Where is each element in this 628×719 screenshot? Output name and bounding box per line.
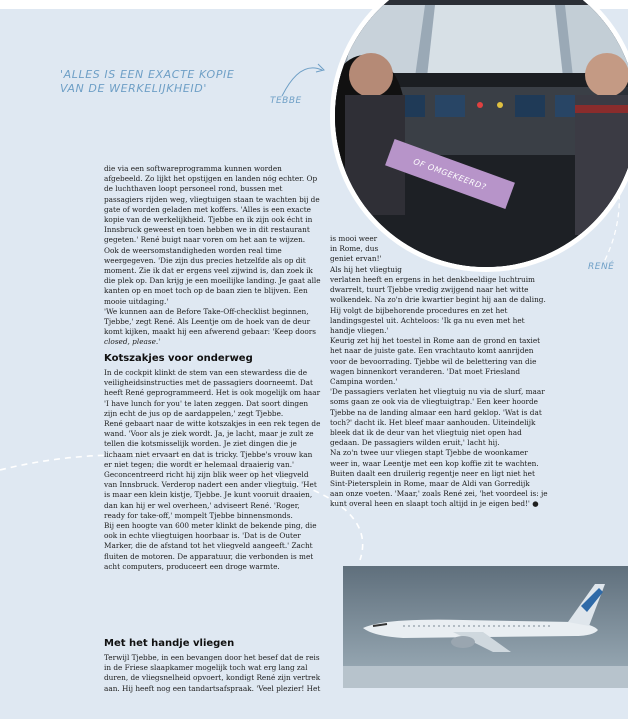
text-line: komt kijken, maakt hij een afwerend gebaar: 'Keep doors (104, 327, 316, 337)
text-line: die via een softwareprogramma kunnen worden (104, 164, 282, 173)
airplane-illustration (343, 566, 628, 688)
text-line: ready for take-off,' mompelt Tjebbe binnensmonds. (104, 510, 293, 520)
text-line: handje vliegen.' (330, 326, 389, 336)
text-line: weer in, waar Leentje met een kop koffie zit te wachten. (330, 458, 539, 468)
text-line: Geconcentreerd richt hij zijn blik weer op het vliegveld (104, 470, 309, 480)
text-line: gedaan. De passagiers wilden eruit,' lacht hij. (330, 438, 500, 448)
heading-handje-vliegen: Met het handje vliegen (104, 638, 235, 649)
text-line: Bij een hoogte van 600 meter klinkt de bekende ping, die (104, 521, 317, 531)
column-1-bottom (104, 653, 330, 694)
text-line: René gebaart naar de witte kotszakjes in een rek tegen de (104, 419, 321, 429)
text-line: passagiers rijden weg, vliegtuigen staan te wachten bij de (104, 194, 320, 204)
text-line: voor de bevoorrading. Tjebbe wil de belettering van die (330, 356, 537, 366)
text-line: Tjebbe na de landing almaar een hard geklop. 'Wat is dat (330, 407, 542, 417)
text-line: soms gaan ze ook via de vliegtuigtrap.' Een keer hoorde (330, 397, 538, 407)
column-2 (330, 275, 570, 510)
text-line: afgebeeld. Zo lijkt het opstijgen en landen nóg echter. Op (104, 174, 318, 184)
text-line: Als hij het vliegtuig (330, 264, 402, 274)
text-line: gate of worden geladen met koffers. 'Alles is een exacte (104, 204, 311, 214)
text-line: gegeten.' René buigt naar voren om het aan te wijzen. (104, 235, 306, 245)
text-line: in Rome, dus (330, 244, 379, 254)
text-line: in de Friese slaapkamer mogelijk toch wat erg lang zal (104, 663, 308, 673)
text-line: lichaam niet ervaart en dat is tricky. Tjebbe's vrouw kan (104, 449, 313, 459)
text-line: Sint-Pietersplein in Rome, maar de Aldi van Gorredijk (330, 479, 530, 489)
column-2-short (330, 234, 410, 275)
text-line: is maar een klein kistje, Tjebbe. Je kunt vooruit draaien, (104, 490, 313, 500)
text-line: kanten op en moet toch op de baan zien te blijven. Een (104, 286, 308, 296)
caption-ribbon: OF OMGEKEERD? (385, 139, 515, 209)
column-1-top (104, 164, 330, 348)
text-line: Na zo'n twee uur vliegen stapt Tjebbe de woonkamer (330, 448, 528, 458)
text-line: kopie van de werkelijkheid. Tjebbe en ik zijn ook écht in (104, 215, 313, 225)
text-line: wolkendek. Na zo'n drie kwartier begint hij aan de daling. (330, 295, 546, 305)
heading-kotszakjes: Kotszakjes voor onderweg (104, 353, 253, 364)
text-line: toch?' dacht ik. Het bleef maar aanhouden. Uiteindelijk (330, 417, 536, 427)
pull-quote (60, 68, 240, 96)
name-tag-tebbe: TEBBE (270, 96, 302, 106)
text-line: duren, de vliegsnelheid opvoert, kondigt René zijn vertrek (104, 673, 321, 683)
text-line: geniet ervan!' (330, 254, 382, 264)
text-line: ook in echte vliegtuigen hoorbaar is. 'Dat is de Outer (104, 531, 301, 541)
text-line: Ook de weersomstandigheden worden real time (104, 245, 282, 255)
text-line: bleek dat ik de deur van het vliegtuig niet open had (330, 428, 522, 438)
text-line: het naar de juiste gate. Een vrachtauto komt aanrijden (330, 346, 534, 356)
cockpit-photo (330, 0, 628, 272)
pull-quote-line-1: 'ALLES IS EEN EXACTE KOPIE (60, 68, 235, 81)
text-line: die plek op. Dan krijg je een moeilijke landing. Je gaat alle (104, 276, 321, 286)
text-line: Keurig zet hij het toestel in Rome aan de grond en taxiet (330, 336, 541, 346)
text-line: Innsbruck geweest en toen hebben we in dit restaurant (104, 225, 310, 235)
text-line: 'De passagiers verlaten het vliegtuig nu via de slurf, maar (330, 387, 545, 397)
text-line: Terwijl Tjebbe, in een bevangen door het besef dat de reis (104, 653, 320, 662)
text-line: closed, please.' (104, 337, 161, 347)
text-line: wand. 'Voor als je ziek wordt. Ja, je lacht, maar je zult ze (104, 429, 314, 439)
text-line: van Innsbruck. Verderop nadert een ander vliegtuig. 'Het (104, 480, 317, 490)
text-line: dan kan hij er wel overheen,' adviseert René. 'Roger, (104, 500, 300, 510)
text-line: Buiten daalt een druilerig regentje neer en ligt niet het (330, 468, 535, 478)
text-line: veiligheidsinstructies met de passagiers doorneemt. Dat (104, 378, 313, 388)
text-line: de luchthaven loopt personeel rond, bussen met (104, 184, 283, 194)
text-line: Campina worden.' (330, 377, 398, 387)
text-line: In de cockpit klinkt de stem van een stewardess die de (104, 368, 308, 377)
text-line: Marker, die de afstand tot het vliegveld aangeeft.' Zacht (104, 541, 313, 551)
text-line: er niet tegen; die wordt er helemaal draaierig van.' (104, 459, 295, 469)
pull-quote-line-2: VAN DE WERKELIJKHEID' (60, 82, 207, 95)
text-line: fluiten de motoren. De apparatuur, die verbonden is met (104, 551, 314, 561)
text-line: zijn echt de jus op de aardappelen,' zegt Tjebbe. (104, 408, 284, 418)
text-line: is mooi weer (330, 234, 378, 243)
text-line: kunt overal heen en slaapt toch altijd in je eigen bed!' ● (330, 499, 539, 509)
name-tag-rene: RENÉ (588, 262, 615, 272)
text-line: aan. Hij heeft nog een tandartsafspraak. 'Veel plezier! Het (104, 683, 321, 693)
text-line: Hij volgt de bijbehorende procedures en zet het (330, 305, 508, 315)
text-line: mooie uitdaging.' (104, 296, 169, 306)
cockpit-illustration (335, 0, 628, 272)
text-line: heeft René geprogrammeerd. Het is ook mogelijk om haar (104, 388, 321, 398)
text-line: wagen binnenkort veranderen. 'Dat moet Friesland (330, 366, 521, 376)
text-line: 'I have lunch for you' te laten zeggen. Dat soort dingen (104, 398, 309, 408)
text-line: weergegeven. 'Die zijn dus precies hetzelfde als op dit (104, 255, 306, 265)
text-line: aan onze voeten. 'Maar,' zoals René zei, 'het voordeel is: je (330, 489, 548, 499)
text-line: 'We kunnen aan de Before Take-Off-checklist beginnen, (104, 306, 309, 316)
text-line: landingsgestel uit. Achteloos: 'Ik ga nu even met het (330, 315, 525, 325)
text-line: verlaten heeft en ergens in het denkbeeldige luchtruim (330, 275, 535, 284)
text-line: Tjebbe,' zegt René. Als Leentje om de hoek van de deur (104, 317, 311, 327)
text-line: moment. Zie ik dat er ergens veel zijwind is, dan zoek ik (104, 266, 313, 276)
column-1-middle (104, 368, 330, 572)
text-line: dwarrelt, tuurt Tjebbe vredig zwijgend naar het witte (330, 285, 529, 295)
airplane-photo (343, 566, 628, 688)
text-line: tellen die kotsmisselijk worden. Je ziet dingen die je (104, 439, 297, 449)
text-line: acht computers, produceert een droge warmte. (104, 561, 280, 571)
